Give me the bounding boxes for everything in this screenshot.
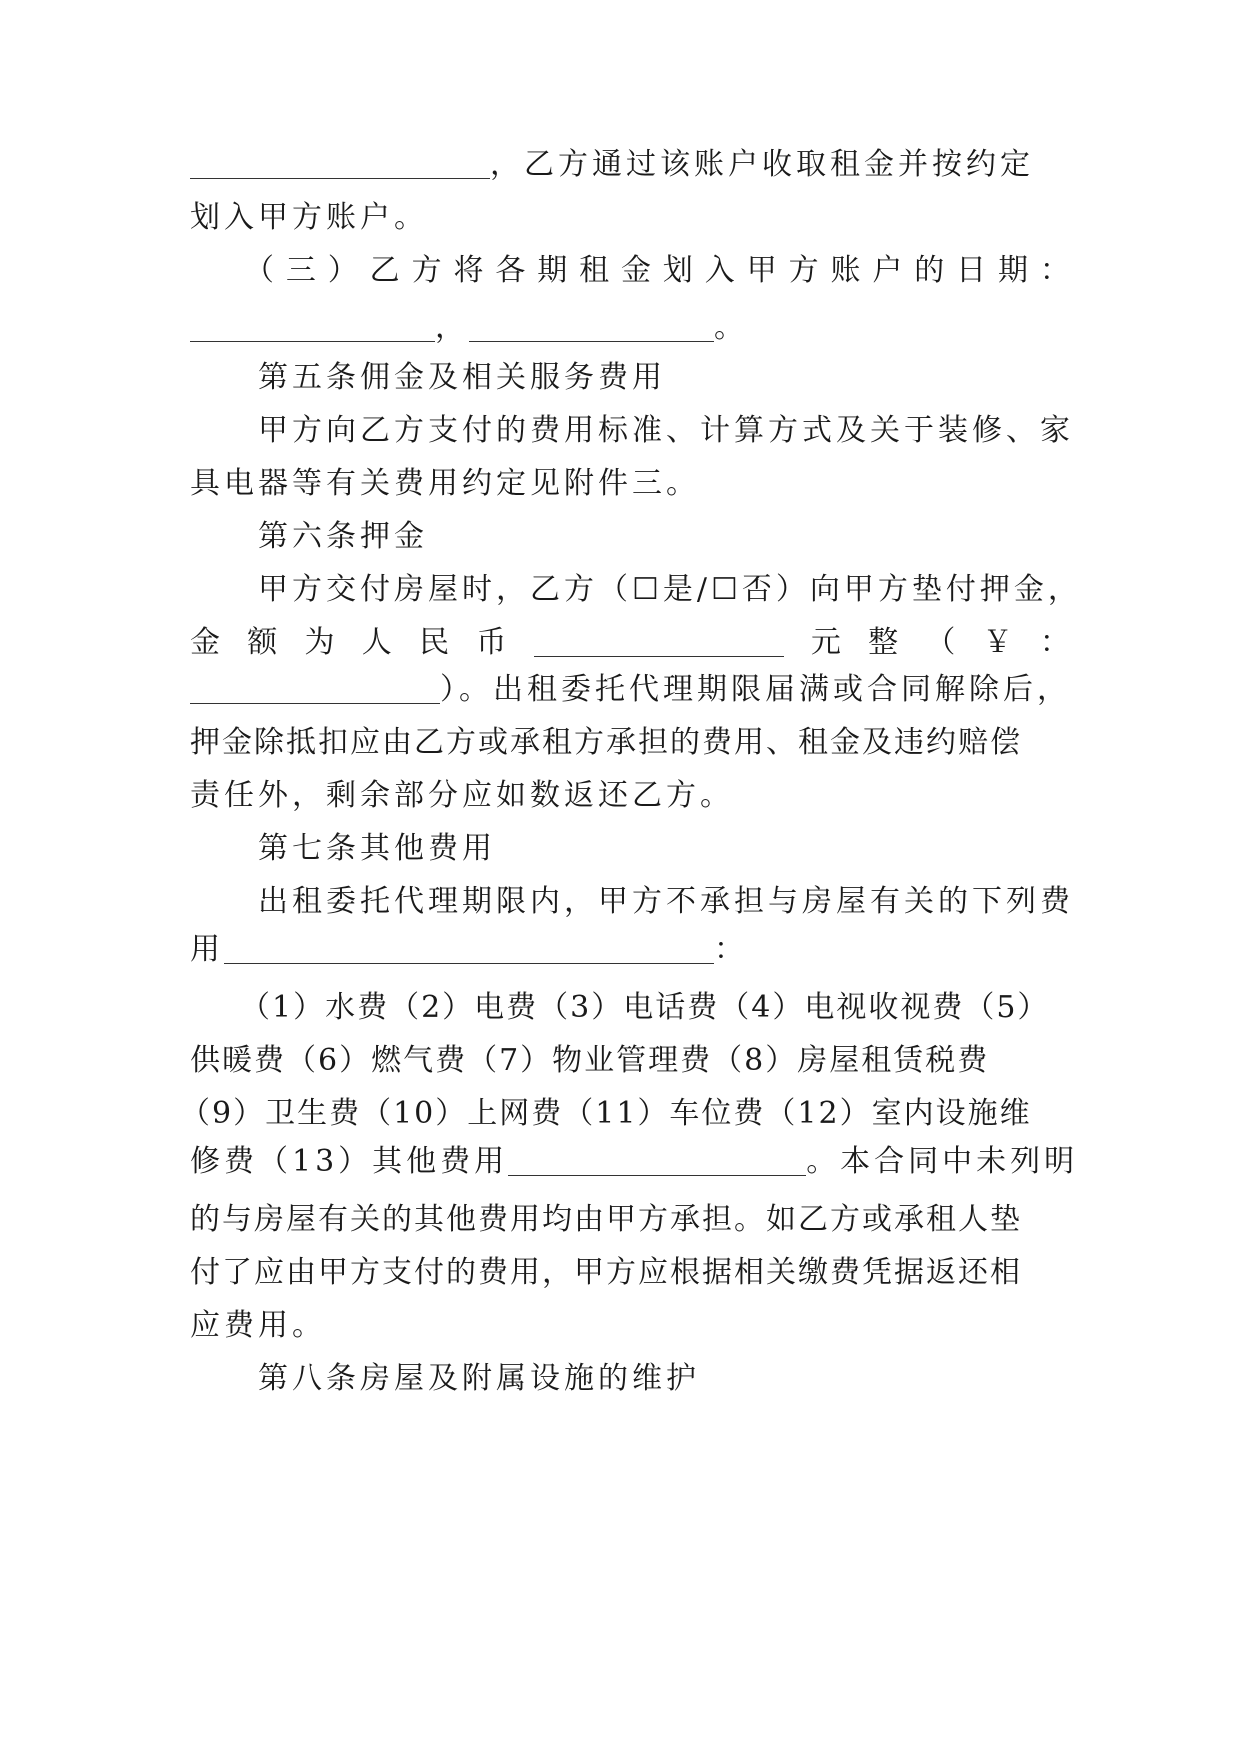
paragraph-line: 出租委托代理期限内，甲方不承担与房屋有关的下列费 — [258, 884, 1074, 919]
paragraph-line: 付了应由甲方支付的费用，甲方应根据相关缴费凭据返还相 — [190, 1255, 1022, 1290]
date-line: ， 。 — [190, 303, 1060, 353]
amount-char: 整 — [868, 625, 899, 660]
heading-char: 将 — [453, 253, 484, 288]
amount-line — [190, 618, 1070, 668]
other-fees-blank[interactable] — [508, 1141, 806, 1176]
amount-char: ： — [1039, 625, 1070, 660]
amount-figure-line: ）。出租委托代理期限届满或合同解除后， — [190, 665, 1060, 715]
heading-char: 租 — [579, 253, 610, 288]
amount-words-blank[interactable] — [534, 622, 784, 657]
amount-char: 金 — [190, 625, 220, 660]
other-fees-line: 修费（13）其他费用 。本合同中未列明 — [190, 1137, 1060, 1187]
heading-char: 日 — [956, 253, 987, 288]
heading-char: 户 — [872, 253, 903, 288]
amount-char: 币 — [476, 625, 507, 660]
amount-char: 人 — [361, 625, 392, 660]
heading-char: 划 — [662, 253, 693, 288]
article-5-title: 第五条佣金及相关服务费用 — [258, 360, 666, 395]
paragraph-line: 应费用。 — [190, 1308, 326, 1343]
fee-list-line: （9）卫生费（10）上网费（11）车位费（12）室内设施维 — [180, 1096, 1032, 1131]
date-blank-2[interactable] — [469, 307, 714, 342]
paragraph-line: 押金除抵扣应由乙方或承租方承担的费用、租金及违约赔偿 — [190, 725, 1022, 760]
heading-char: ） — [327, 253, 358, 288]
heading-char: ： — [1039, 253, 1070, 288]
heading-char: 三 — [285, 253, 316, 288]
paragraph-line: 具电器等有关费用约定见附件三。 — [190, 466, 700, 501]
amount-char: 为 — [304, 625, 335, 660]
heading-char: 方 — [411, 253, 442, 288]
heading-char: 入 — [704, 253, 735, 288]
amount-char: 民 — [419, 625, 450, 660]
date-blank-1[interactable] — [190, 307, 435, 342]
fees-line: 用 ： — [190, 925, 1060, 975]
article-7-title: 第七条其他费用 — [258, 831, 496, 866]
clause-3-heading — [244, 246, 1070, 296]
heading-char: 甲 — [746, 253, 777, 288]
heading-char: 方 — [788, 253, 819, 288]
amount-figure-blank[interactable] — [190, 669, 440, 704]
heading-char: 期 — [537, 253, 568, 288]
paragraph-line: 的与房屋有关的其他费用均由甲方承担。如乙方或承租人垫 — [190, 1202, 1022, 1237]
account-blank[interactable] — [190, 144, 490, 179]
fee-list-line: 供暖费（6）燃气费（7）物业管理费（8）房屋租赁税费 — [190, 1043, 990, 1078]
fees-blank[interactable] — [224, 929, 714, 964]
paragraph-line: 甲方向乙方支付的费用标准、计算方式及关于装修、家 — [258, 413, 1074, 448]
heading-char: 各 — [495, 253, 526, 288]
heading-char: 期 — [998, 253, 1029, 288]
paragraph-line: 责任外，剩余部分应如数返还乙方。 — [190, 778, 734, 813]
article-6-title: 第六条押金 — [258, 519, 428, 554]
heading-char: 乙 — [369, 253, 400, 288]
amount-char: 额 — [247, 625, 278, 660]
amount-char: （ — [925, 625, 956, 660]
heading-char: （ — [244, 253, 274, 288]
amount-char: 元 — [810, 625, 841, 660]
paragraph-line: 划入甲方账户。 — [190, 200, 428, 235]
amount-char: ￥ — [982, 625, 1013, 660]
deposit-line: 甲方交付房屋时，乙方（☐是/☐否）向甲方垫付押金， — [258, 572, 1082, 607]
account-line: ，乙方通过该账户收取租金并按约定 — [190, 140, 1060, 190]
heading-char: 的 — [914, 253, 945, 288]
fee-list-line: （1）水费（2）电费（3）电话费（4）电视收视费（5） — [240, 990, 1050, 1025]
heading-char: 账 — [830, 253, 861, 288]
heading-char: 金 — [621, 253, 652, 288]
article-8-title: 第八条房屋及附属设施的维护 — [258, 1361, 700, 1396]
